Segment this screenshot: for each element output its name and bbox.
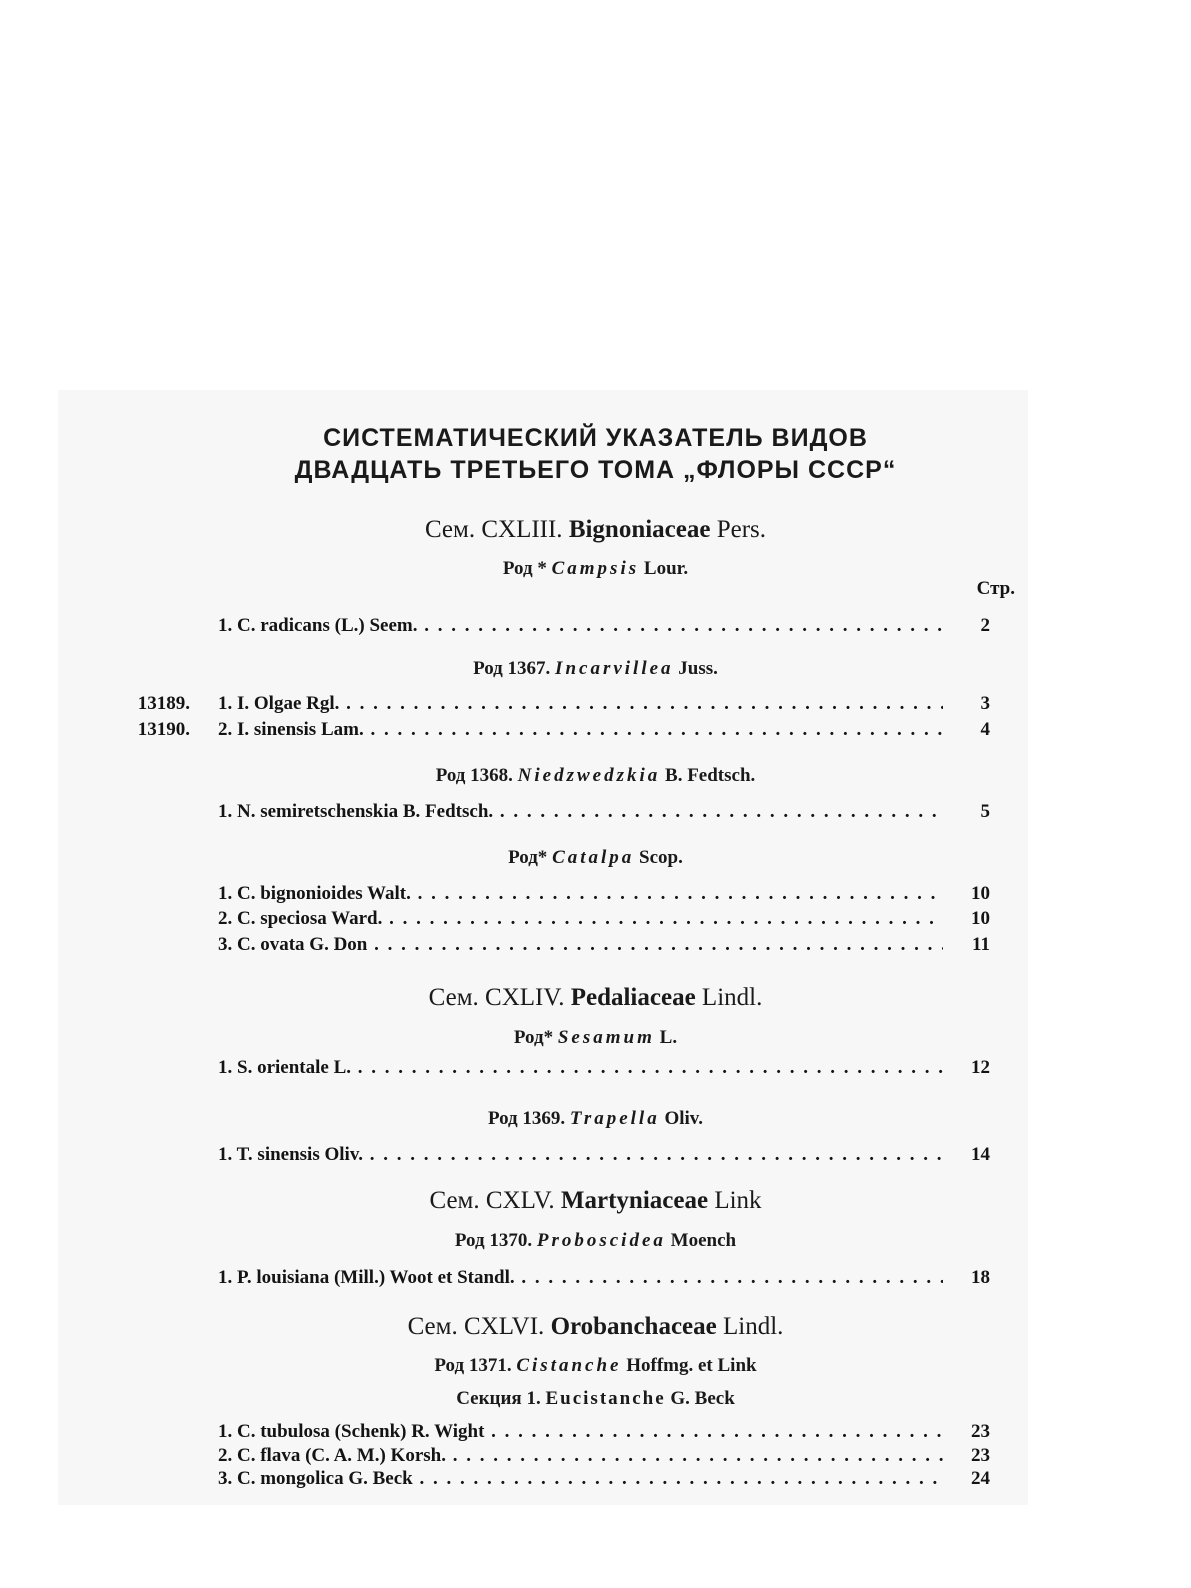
species-label: 1. I. Olgae Rgl. . . . bbox=[218, 692, 943, 716]
genus-prefix: Род 1369. bbox=[487, 1108, 566, 1129]
family-prefix: Сем. CXLIII. bbox=[424, 516, 563, 543]
species-label: 1. S. orientale L. . . . bbox=[218, 1056, 943, 1080]
genus-heading-campsis bbox=[0, 558, 1191, 580]
index-title-line2: ДВАДЦАТЬ ТРЕТЬЕГО ТОМА „ФЛОРЫ СССР“ bbox=[294, 456, 897, 484]
genus-heading-incarvillea bbox=[0, 658, 1191, 680]
family-author: Link bbox=[714, 1187, 762, 1214]
species-entry bbox=[0, 1444, 1191, 1468]
species-entry bbox=[0, 800, 1191, 824]
family-author: Lindl. bbox=[701, 984, 763, 1011]
page-number: 14 bbox=[971, 1144, 990, 1165]
page-number: 3 bbox=[980, 693, 990, 714]
species-label: 1. N. semiretschenskia B. Fedtsch. . . . bbox=[218, 800, 943, 824]
family-heading-martyniaceae bbox=[0, 1187, 1191, 1215]
species-entry bbox=[0, 933, 1191, 957]
genus-prefix: Род 1371. bbox=[434, 1355, 512, 1376]
species-label: 3. C. ovata G. Don . . . bbox=[218, 933, 943, 957]
page-number: 5 bbox=[980, 801, 990, 822]
genus-author: Hoffmg. et Link bbox=[626, 1355, 757, 1376]
species-entry bbox=[0, 614, 1191, 638]
genus-author: Lour. bbox=[643, 558, 689, 579]
family-heading-orobanchaceae bbox=[0, 1313, 1191, 1341]
species-entry bbox=[0, 882, 1191, 906]
genus-author: Scop. bbox=[639, 847, 683, 868]
species-entry bbox=[0, 692, 1191, 716]
page-number: 10 bbox=[971, 883, 990, 904]
page-number: 4 bbox=[980, 719, 990, 740]
genus-prefix: Род * bbox=[502, 558, 547, 579]
family-heading-pedaliaceae bbox=[0, 984, 1191, 1012]
page-column-header: Стр. bbox=[976, 578, 1015, 599]
species-label: 1. P. louisiana (Mill.) Woot et Standl. . . . bbox=[218, 1266, 943, 1290]
genus-name: Incarvillea bbox=[555, 658, 674, 679]
species-label: 3. C. mongolica G. Beck . . . bbox=[218, 1467, 943, 1491]
section-heading-eucistanche bbox=[0, 1388, 1191, 1410]
genus-name: Sesamum bbox=[557, 1027, 655, 1048]
species-entry bbox=[0, 1056, 1191, 1080]
species-label: 2. I. sinensis Lam. . . . bbox=[218, 718, 943, 742]
species-entry bbox=[0, 1266, 1191, 1290]
genus-name: Niedzwedzkia bbox=[517, 765, 661, 786]
index-title-line1: СИСТЕМАТИЧЕСКИЙ УКАЗАТЕЛЬ ВИДОВ bbox=[323, 424, 868, 452]
genus-name: Proboscidea bbox=[536, 1230, 666, 1251]
species-label: 1. T. sinensis Oliv. . . . bbox=[218, 1143, 943, 1167]
genus-author: Juss. bbox=[678, 658, 718, 679]
genus-heading-proboscidea bbox=[0, 1230, 1191, 1252]
genus-author: L. bbox=[659, 1027, 678, 1048]
species-entry bbox=[0, 1143, 1191, 1167]
section-prefix: Секция 1. bbox=[456, 1388, 541, 1409]
family-prefix: Сем. CXLVI. bbox=[407, 1313, 545, 1340]
family-name: Martyniaceae bbox=[560, 1187, 709, 1214]
section-name: Eucistanche bbox=[545, 1388, 666, 1409]
page-number: 2 bbox=[980, 615, 990, 636]
genus-heading-cistanche bbox=[0, 1355, 1191, 1377]
genus-heading-catalpa bbox=[0, 847, 1191, 869]
page-number: 23 bbox=[971, 1421, 990, 1442]
global-number: 13189. bbox=[137, 693, 190, 714]
family-heading-bignoniaceae bbox=[0, 516, 1191, 544]
genus-prefix: Род 1367. bbox=[473, 658, 551, 679]
family-prefix: Сем. CXLV. bbox=[429, 1187, 555, 1214]
genus-prefix: Род 1368. bbox=[435, 765, 513, 786]
species-entry bbox=[0, 1420, 1191, 1444]
species-label: 2. C. speciosa Ward. . . . bbox=[218, 907, 943, 931]
genus-author: B. Fedtsch. bbox=[665, 765, 756, 786]
page-number: 12 bbox=[971, 1057, 990, 1078]
genus-prefix: Род 1370. bbox=[454, 1230, 533, 1251]
genus-heading-niedzwedzkia bbox=[0, 765, 1191, 787]
page-number: 11 bbox=[972, 934, 990, 955]
family-name: Pedaliaceae bbox=[570, 984, 696, 1011]
genus-prefix: Род* bbox=[513, 1027, 554, 1048]
family-author: Pers. bbox=[716, 516, 767, 543]
section-author: G. Beck bbox=[670, 1388, 735, 1409]
family-name: Orobanchaceae bbox=[550, 1313, 717, 1340]
family-prefix: Сем. CXLIV. bbox=[428, 984, 565, 1011]
species-entry bbox=[0, 907, 1191, 931]
page-number: 18 bbox=[971, 1267, 990, 1288]
genus-name: Campsis bbox=[551, 558, 640, 579]
genus-heading-sesamum bbox=[0, 1027, 1191, 1049]
genus-author: Moench bbox=[670, 1230, 737, 1251]
species-label: 1. C. radicans (L.) Seem. . . . bbox=[218, 614, 943, 638]
global-number: 13190. bbox=[137, 719, 190, 740]
page-number: 10 bbox=[971, 908, 990, 929]
species-label: 1. C. tubulosa (Schenk) R. Wight . . . bbox=[218, 1420, 943, 1444]
genus-prefix: Род* bbox=[508, 847, 548, 868]
species-label: 1. C. bignonioides Walt. . . . bbox=[218, 882, 943, 906]
species-entry bbox=[0, 718, 1191, 742]
species-entry bbox=[0, 1467, 1191, 1491]
genus-name: Trapella bbox=[569, 1108, 660, 1129]
family-name: Bignoniaceae bbox=[568, 516, 711, 543]
page-number: 24 bbox=[971, 1468, 990, 1489]
genus-author: Oliv. bbox=[664, 1108, 704, 1129]
genus-heading-trapella bbox=[0, 1108, 1191, 1130]
genus-name: Catalpa bbox=[552, 847, 635, 868]
genus-name: Cistanche bbox=[516, 1355, 622, 1376]
page-number: 23 bbox=[971, 1445, 990, 1466]
species-label: 2. C. flava (C. A. M.) Korsh. . . . bbox=[218, 1444, 943, 1468]
family-author: Lindl. bbox=[723, 1313, 784, 1340]
